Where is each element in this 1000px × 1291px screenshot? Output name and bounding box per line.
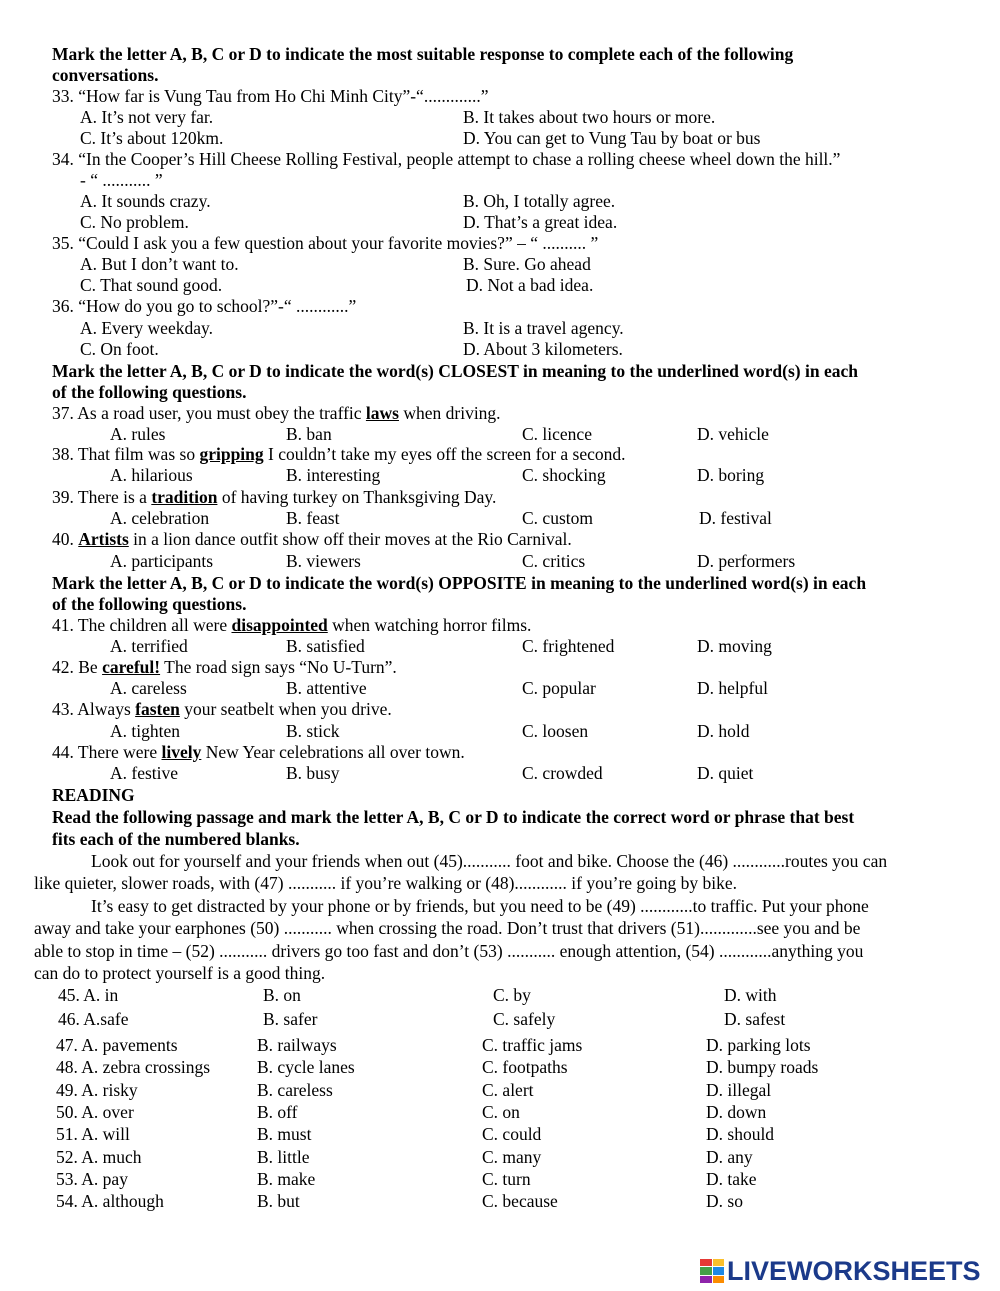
q36-stem: 36. “How do you go to school?”-“ ............” [52, 296, 357, 316]
q45-option-d: D. with [724, 985, 777, 1005]
passage-line-6: can do to protect yourself is a good thing. [34, 963, 326, 983]
q46-option-b: B. safer [263, 1009, 318, 1029]
q37-stem-post: when driving. [398, 403, 501, 423]
q47-option-d: D. parking lots [706, 1035, 811, 1055]
q37-stem-pre: 37. As a road user, you must obey the traffic [52, 403, 366, 423]
q38-option-c: C. shocking [522, 465, 606, 485]
q38-stem [52, 444, 626, 465]
section-instruction-4: Read the following passage and mark the letter A, B, C or D to indicate the correct word or phrase that best [52, 807, 855, 827]
q44-stem [52, 742, 465, 763]
q42-stem-pre: 42. Be [52, 657, 103, 677]
q54-option-d: D. so [706, 1191, 743, 1211]
logo-block-1 [700, 1259, 712, 1266]
q54-option-a: 54. A. although [56, 1191, 164, 1211]
q39-option-a: A. celebration [110, 508, 210, 528]
q53-option-b: B. make [257, 1169, 316, 1189]
passage-line-2: like quieter, slower roads, with (47) ........... if you’re walking or (48)............ if you’re going by bike. [34, 873, 738, 893]
q39-option-b: B. feast [286, 508, 340, 528]
q34-stem: 34. “In the Cooper’s Hill Cheese Rolling Festival, people attempt to chase a rolling cheese wheel down the hill.” [52, 149, 841, 169]
q52-option-d: D. any [706, 1147, 753, 1167]
q52-option-b: B. little [257, 1147, 310, 1167]
passage-line-5: able to stop in time – (52) ........... drivers go too fast and don’t (53) ........... enough attention, (54) ............anything you [34, 941, 864, 961]
section-instruction-2-cont: of the following questions. [52, 382, 247, 402]
q42-underlined-word: careful! [102, 657, 161, 677]
q47-option-a: 47. A. pavements [56, 1035, 178, 1055]
q44-underlined-word: lively [161, 742, 202, 762]
q41-underlined-word: disappointed [231, 615, 328, 635]
q45-option-a: 45. A. in [58, 985, 119, 1005]
q49-option-c: C. alert [482, 1080, 534, 1100]
q44-option-b: B. busy [286, 763, 340, 783]
q36-option-c: C. On foot. [80, 339, 159, 359]
q43-option-d: D. hold [697, 721, 750, 741]
q47-option-c: C. traffic jams [482, 1035, 583, 1055]
q42-option-c: C. popular [522, 678, 596, 698]
section-instruction-3: Mark the letter A, B, C or D to indicate the word(s) OPPOSITE in meaning to the underlined word(s) in each [52, 573, 867, 593]
q40-underlined-word: Artists [78, 529, 129, 549]
section-instruction-1: Mark the letter A, B, C or D to indicate the most suitable response to complete each of the following [52, 44, 794, 64]
q53-option-a: 53. A. pay [56, 1169, 128, 1189]
q37-option-c: C. licence [522, 424, 592, 444]
q40-option-a: A. participants [110, 551, 214, 571]
q43-underlined-word: fasten [135, 699, 180, 719]
q37-stem [52, 403, 501, 424]
q48-option-c: C. footpaths [482, 1057, 568, 1077]
q44-stem-pre: 44. There were [52, 742, 162, 762]
q52-option-a: 52. A. much [56, 1147, 142, 1167]
q37-underlined-word: laws [365, 403, 399, 423]
q40-stem-pre: 40. [52, 529, 79, 549]
section-instruction-1-cont: conversations. [52, 65, 159, 85]
q38-stem-pre: 38. That film was so [52, 444, 200, 464]
q43-option-a: A. tighten [110, 721, 180, 741]
q41-stem-pre: 41. The children all were [52, 615, 232, 635]
q51-option-d: D. should [706, 1124, 775, 1144]
q39-stem-post: of having turkey on Thanksgiving Day. [217, 487, 497, 507]
logo-block-4 [713, 1267, 725, 1274]
q41-option-c: C. frightened [522, 636, 615, 656]
q40-option-d: D. performers [697, 551, 796, 571]
q40-option-c: C. critics [522, 551, 586, 571]
q42-option-b: B. attentive [286, 678, 367, 698]
q50-option-a: 50. A. over [56, 1102, 134, 1122]
reading-heading: READING [52, 785, 135, 805]
q51-option-b: B. must [257, 1124, 312, 1144]
q33-option-d: D. You can get to Vung Tau by boat or bus [463, 128, 761, 148]
passage-line-4: away and take your earphones (50) ........... when crossing the road. Don’t trust that drivers (51).............see you and be [34, 918, 861, 938]
q54-option-c: C. because [482, 1191, 558, 1211]
q42-option-d: D. helpful [697, 678, 768, 698]
q52-option-c: C. many [482, 1147, 542, 1167]
q38-option-d: D. boring [697, 465, 765, 485]
q46-option-c: C. safely [493, 1009, 556, 1029]
q46-option-d: D. safest [724, 1009, 786, 1029]
q41-option-d: D. moving [697, 636, 772, 656]
q53-option-d: D. take [706, 1169, 757, 1189]
q40-option-b: B. viewers [286, 551, 361, 571]
q47-option-b: B. railways [257, 1035, 337, 1055]
q36-option-a: A. Every weekday. [80, 318, 213, 338]
q41-stem [52, 615, 531, 636]
q40-stem [52, 529, 572, 550]
section-instruction-3-cont: of the following questions. [52, 594, 247, 614]
q36-option-b: B. It is a travel agency. [463, 318, 624, 338]
q43-stem-post: your seatbelt when you drive. [179, 699, 392, 719]
q37-option-b: B. ban [286, 424, 332, 444]
q39-option-c: C. custom [522, 508, 593, 528]
q49-option-b: B. careless [257, 1080, 333, 1100]
q42-stem-post: The road sign says “No U-Turn”. [160, 657, 397, 677]
section-instruction-2: Mark the letter A, B, C or D to indicate the word(s) CLOSEST in meaning to the underlined word(s) in each [52, 361, 858, 381]
q35-stem: 35. “Could I ask you a few question about your favorite movies?” – “ .......... ” [52, 233, 599, 253]
q44-stem-post: New Year celebrations all over town. [201, 742, 465, 762]
q36-option-d: D. About 3 kilometers. [463, 339, 623, 359]
q37-option-a: A. rules [110, 424, 166, 444]
q43-option-c: C. loosen [522, 721, 589, 741]
q35-option-d: D. Not a bad idea. [466, 275, 594, 295]
logo-block-3 [700, 1267, 712, 1274]
q50-option-d: D. down [706, 1102, 767, 1122]
q43-option-b: B. stick [286, 721, 340, 741]
q51-option-c: C. could [482, 1124, 542, 1144]
q54-option-b: B. but [257, 1191, 300, 1211]
q33-stem: 33. “How far is Vung Tau from Ho Chi Minh City”-“.............” [52, 86, 489, 106]
q49-option-a: 49. A. risky [56, 1080, 138, 1100]
q43-stem-pre: 43. Always [52, 699, 136, 719]
q39-underlined-word: tradition [151, 487, 218, 507]
liveworksheets-logo[interactable] [700, 1256, 981, 1286]
q34-stem-cont: - “ ........... ” [80, 170, 163, 190]
liveworksheets-logo-icon [700, 1259, 724, 1283]
q44-option-a: A. festive [110, 763, 179, 783]
q34-option-a: A. It sounds crazy. [80, 191, 211, 211]
q41-option-a: A. terrified [110, 636, 188, 656]
q34-option-b: B. Oh, I totally agree. [463, 191, 616, 211]
q35-option-b: B. Sure. Go ahead [463, 254, 591, 274]
q34-option-d: D. That’s a great idea. [463, 212, 618, 232]
q39-stem [52, 487, 496, 508]
logo-block-6 [713, 1276, 725, 1283]
q48-option-d: D. bumpy roads [706, 1057, 819, 1077]
q38-stem-post: I couldn’t take my eyes off the screen for a second. [263, 444, 626, 464]
q45-option-b: B. on [263, 985, 301, 1005]
q44-option-d: D. quiet [697, 763, 754, 783]
q33-option-a: A. It’s not very far. [80, 107, 214, 127]
q33-option-c: C. It’s about 120km. [80, 128, 224, 148]
q42-option-a: A. careless [110, 678, 187, 698]
q35-option-c: C. That sound good. [80, 275, 223, 295]
q44-option-c: C. crowded [522, 763, 603, 783]
q35-option-a: A. But I don’t want to. [80, 254, 239, 274]
q42-stem [52, 657, 397, 678]
q33-option-b: B. It takes about two hours or more. [463, 107, 716, 127]
logo-block-5 [700, 1276, 712, 1283]
q40-stem-post: in a lion dance outfit show off their moves at the Rio Carnival. [128, 529, 572, 549]
q53-option-c: C. turn [482, 1169, 531, 1189]
q39-option-d: D. festival [699, 508, 772, 528]
section-instruction-4-cont: fits each of the numbered blanks. [52, 829, 300, 849]
q50-option-c: C. on [482, 1102, 520, 1122]
q38-underlined-word: gripping [199, 444, 264, 464]
q46-option-a: 46. A.safe [58, 1009, 129, 1029]
q41-option-b: B. satisfied [286, 636, 365, 656]
q38-option-b: B. interesting [286, 465, 381, 485]
q34-option-c: C. No problem. [80, 212, 189, 232]
q50-option-b: B. off [257, 1102, 298, 1122]
q41-stem-post: when watching horror films. [327, 615, 532, 635]
liveworksheets-logo-text: LIVEWORKSHEETS [727, 1255, 981, 1286]
q48-option-b: B. cycle lanes [257, 1057, 355, 1077]
passage-line-3: It’s easy to get distracted by your phone or by friends, but you need to be (49) ............to traffic. Put your phone [91, 896, 869, 916]
q37-option-d: D. vehicle [697, 424, 769, 444]
q45-option-c: C. by [493, 985, 531, 1005]
passage-line-1: Look out for yourself and your friends when out (45)........... foot and bike. Choose the (46) ............routes you can [91, 851, 888, 871]
q51-option-a: 51. A. will [56, 1124, 130, 1144]
q48-option-a: 48. A. zebra crossings [56, 1057, 211, 1077]
q49-option-d: D. illegal [706, 1080, 772, 1100]
q43-stem [52, 699, 392, 720]
q38-option-a: A. hilarious [110, 465, 193, 485]
q39-stem-pre: 39. There is a [52, 487, 152, 507]
logo-block-2 [713, 1259, 725, 1266]
